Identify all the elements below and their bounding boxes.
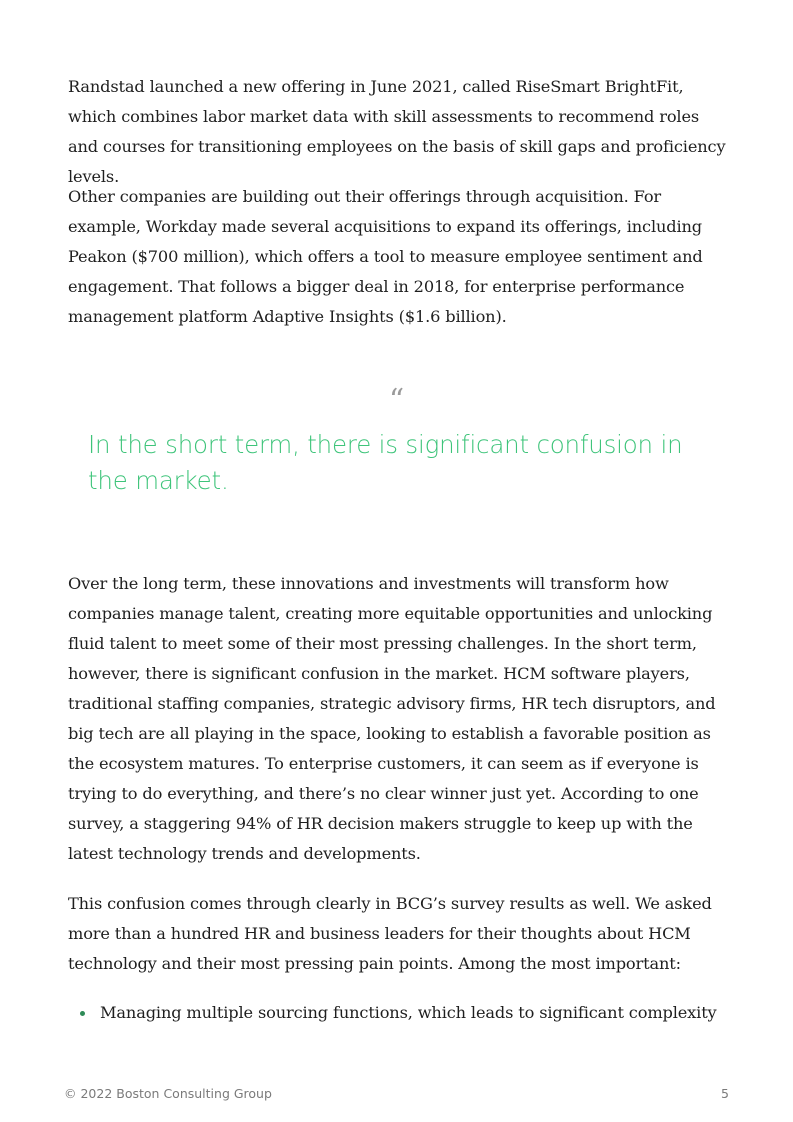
list-item-text: Managing multiple sourcing functions, which leads to significant complexity [100, 1003, 717, 1022]
quote-mark-icon: “ [388, 383, 405, 418]
paragraph-survey: This confusion comes through clearly in BCG’s survey results as well. We asked more than a hundred HR and business leaders for their thoughts about HCM technology and their most pressing pain points. Among the most important: [68, 894, 712, 973]
paragraph-acquisitions: Other companies are building out their offerings through acquisition. For example, Workday made several acquisitions to expand its offerings, including Peakon ($700 million), which offers a tool to measure employee sentiment and engagement. That follows a bigger deal in 2018, for enterprise performance management platform Adaptive Insights ($1.6 billion). [68, 187, 703, 326]
pull-quote: In the short term, there is significant confusion in the market. [88, 430, 683, 495]
bullet-icon [80, 1011, 85, 1016]
paragraph-randstad: Randstad launched a new offering in June 2021, called RiseSmart BrightFit, which combines labor market data with skill assessments to recommend roles and courses for transitioning employees on the basis of skill gaps and proficiency levels. [68, 77, 726, 186]
list-item [68, 998, 748, 1028]
pain-points-list [68, 998, 748, 1028]
page-number: 5 [721, 1086, 729, 1101]
footer-copyright: © 2022 Boston Consulting Group [64, 1086, 272, 1101]
paragraph-long-term: Over the long term, these innovations and investments will transform how companies manage talent, creating more equitable opportunities and unlocking fluid talent to meet some of their most pressing challenges. In the short term, however, there is significant confusion in the market. HCM software players, traditional staffing companies, strategic advisory firms, HR tech disruptors, and big tech are all playing in the space, looking to establish a favorable position as the ecosystem matures. To enterprise customers, it can seem as if everyone is trying to do everything, and there’s no clear winner just yet. According to one survey, a staggering 94% of HR decision makers struggle to keep up with the latest technology trends and developments. [68, 574, 716, 863]
